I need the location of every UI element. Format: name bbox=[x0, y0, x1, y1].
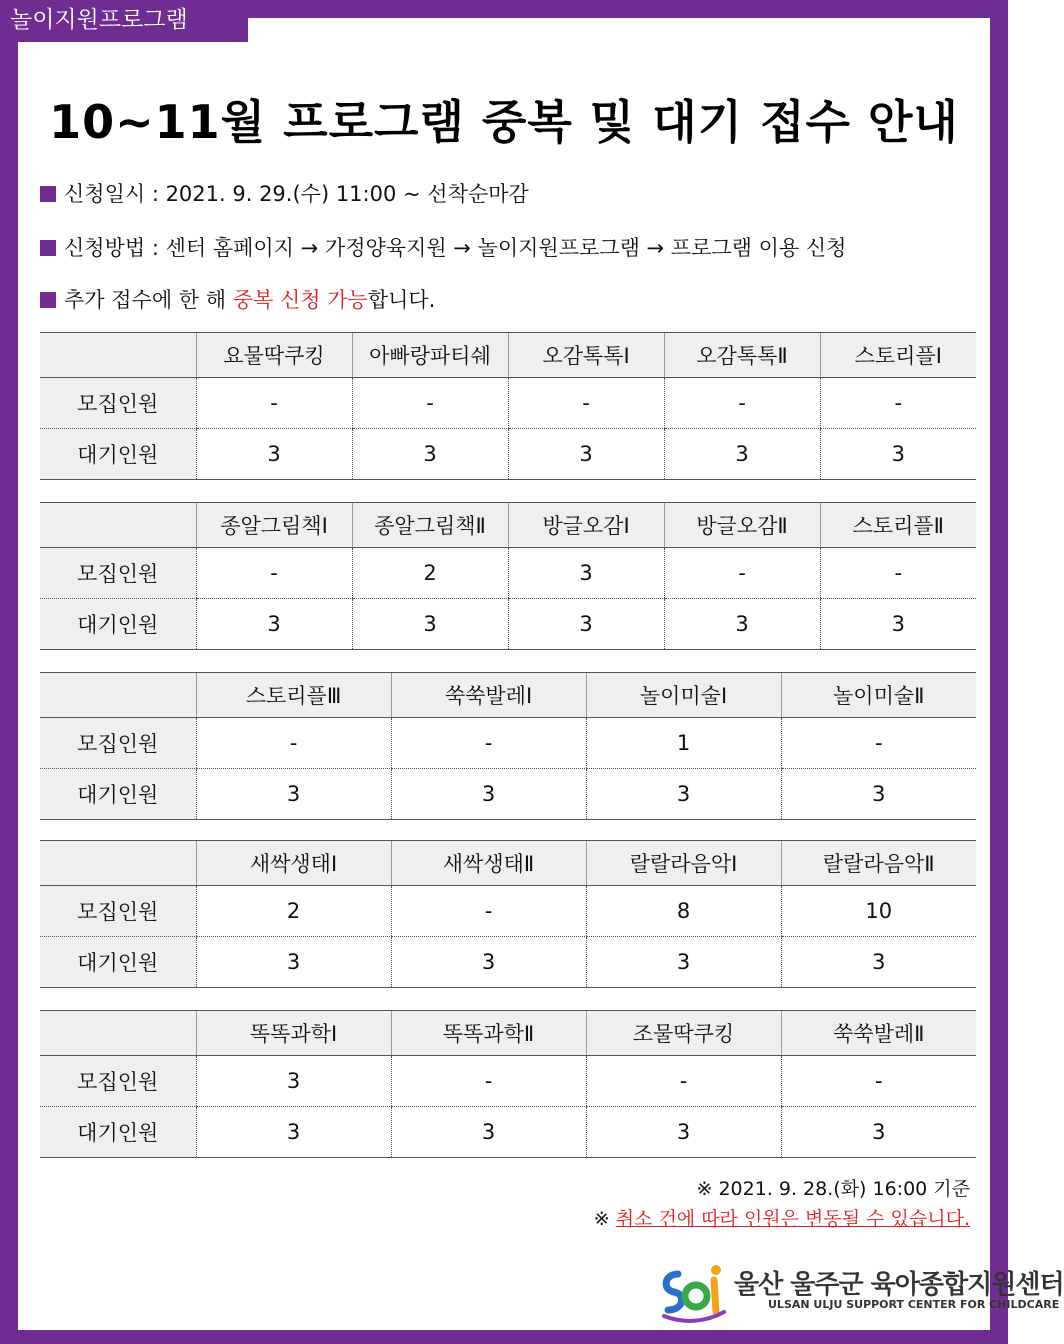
recruit-count: - bbox=[196, 378, 352, 429]
wait-count: 3 bbox=[820, 429, 976, 480]
wait-count: 3 bbox=[196, 599, 352, 650]
wait-count: 3 bbox=[508, 599, 664, 650]
wait-count: 3 bbox=[781, 1107, 976, 1158]
recruit-count: - bbox=[781, 718, 976, 769]
recruit-count: - bbox=[508, 378, 664, 429]
program-table-2 bbox=[40, 502, 976, 650]
wait-count: 3 bbox=[352, 599, 508, 650]
wait-count: 3 bbox=[781, 937, 976, 988]
recruit-count: - bbox=[391, 886, 586, 937]
program-name: 랄랄라음악Ⅰ bbox=[586, 841, 781, 886]
info-dup-highlight: 중복 신청 가능 bbox=[232, 288, 368, 312]
row-label-recruit: 모집인원 bbox=[40, 378, 196, 429]
program-name: 스토리플Ⅰ bbox=[820, 333, 976, 378]
program-table-1 bbox=[40, 332, 976, 480]
wait-count: 3 bbox=[196, 937, 391, 988]
wait-count: 3 bbox=[820, 599, 976, 650]
info-date-text: 신청일시 : 2021. 9. 29.(수) 11:00 ~ 선착순마감 bbox=[64, 182, 529, 206]
recruit-count: - bbox=[781, 1056, 976, 1107]
program-name: 스토리플Ⅱ bbox=[820, 503, 976, 548]
wait-count: 3 bbox=[781, 769, 976, 820]
program-name: 종알그림책Ⅰ bbox=[196, 503, 352, 548]
recruit-count: - bbox=[391, 1056, 586, 1107]
recruit-count: - bbox=[664, 378, 820, 429]
row-label-recruit: 모집인원 bbox=[40, 548, 196, 599]
wait-count: 3 bbox=[196, 769, 391, 820]
info-line-duplicate bbox=[40, 284, 435, 314]
footnote-mark: ※ bbox=[593, 1208, 616, 1230]
center-logo-icon bbox=[658, 1262, 728, 1322]
info-dup-post: 합니다. bbox=[367, 288, 436, 312]
wait-count: 3 bbox=[586, 1107, 781, 1158]
row-label-recruit: 모집인원 bbox=[40, 718, 196, 769]
recruit-count: 10 bbox=[781, 886, 976, 937]
row-label-wait: 대기인원 bbox=[40, 769, 196, 820]
info-dup-pre: 추가 접수에 한 해 bbox=[64, 288, 233, 312]
center-logo bbox=[658, 1262, 1064, 1322]
program-name: 방글오감Ⅰ bbox=[508, 503, 664, 548]
category-tab: 놀이지원프로그램 bbox=[0, 0, 248, 42]
row-label-recruit: 모집인원 bbox=[40, 1056, 196, 1107]
wait-count: 3 bbox=[664, 599, 820, 650]
center-logo-english: ULSAN ULJU SUPPORT CENTER FOR CHILDCARE bbox=[768, 1298, 1060, 1311]
recruit-count: 3 bbox=[196, 1056, 391, 1107]
recruit-count: - bbox=[196, 548, 352, 599]
header-empty-cell bbox=[40, 1011, 196, 1056]
wait-count: 3 bbox=[391, 769, 586, 820]
footnote-basis: ※ 2021. 9. 28.(화) 16:00 기준 bbox=[696, 1178, 970, 1200]
program-name: 똑똑과학Ⅱ bbox=[391, 1011, 586, 1056]
program-name: 조물딱쿠킹 bbox=[586, 1011, 781, 1056]
bullet-square-icon bbox=[40, 186, 56, 202]
recruit-count: - bbox=[391, 718, 586, 769]
recruit-count: - bbox=[196, 718, 391, 769]
program-name: 오감톡톡Ⅰ bbox=[508, 333, 664, 378]
info-method-text: 신청방법 : 센터 홈페이지 → 가정양육지원 → 놀이지원프로그램 → 프로그램 이용 신청 bbox=[64, 236, 847, 260]
page-title: 10~11월 프로그램 중복 및 대기 접수 안내 bbox=[49, 95, 959, 149]
row-label-wait: 대기인원 bbox=[40, 1107, 196, 1158]
program-name: 쑥쑥발레Ⅱ bbox=[781, 1011, 976, 1056]
program-name: 방글오감Ⅱ bbox=[664, 503, 820, 548]
program-name: 새싹생태Ⅱ bbox=[391, 841, 586, 886]
program-name: 종알그림책Ⅱ bbox=[352, 503, 508, 548]
wait-count: 3 bbox=[391, 937, 586, 988]
program-name: 아빠랑파티쉐 bbox=[352, 333, 508, 378]
footnote-change bbox=[594, 1204, 970, 1231]
program-name: 오감톡톡Ⅱ bbox=[664, 333, 820, 378]
program-table-3 bbox=[40, 672, 976, 820]
wait-count: 3 bbox=[586, 937, 781, 988]
header-empty-cell bbox=[40, 841, 196, 886]
wait-count: 3 bbox=[196, 1107, 391, 1158]
row-label-recruit: 모집인원 bbox=[40, 886, 196, 937]
program-name: 놀이미술Ⅱ bbox=[781, 673, 976, 718]
program-table-5 bbox=[40, 1010, 976, 1158]
row-label-wait: 대기인원 bbox=[40, 937, 196, 988]
recruit-count: 2 bbox=[352, 548, 508, 599]
program-name: 요물딱쿠킹 bbox=[196, 333, 352, 378]
program-table-4 bbox=[40, 840, 976, 988]
recruit-count: - bbox=[820, 378, 976, 429]
center-logo-name: 울산 울주군 육아종합지원센터 bbox=[734, 1270, 1064, 1300]
row-label-wait: 대기인원 bbox=[40, 429, 196, 480]
program-name: 쑥쑥발레Ⅰ bbox=[391, 673, 586, 718]
wait-count: 3 bbox=[391, 1107, 586, 1158]
wait-count: 3 bbox=[196, 429, 352, 480]
recruit-count: 8 bbox=[586, 886, 781, 937]
info-line-date bbox=[40, 178, 529, 208]
recruit-count: - bbox=[586, 1056, 781, 1107]
program-name: 똑똑과학Ⅰ bbox=[196, 1011, 391, 1056]
wait-count: 3 bbox=[664, 429, 820, 480]
program-name: 놀이미술Ⅰ bbox=[586, 673, 781, 718]
header-empty-cell bbox=[40, 503, 196, 548]
info-line-method bbox=[40, 232, 846, 262]
recruit-count: 2 bbox=[196, 886, 391, 937]
header-empty-cell bbox=[40, 673, 196, 718]
bullet-square-icon bbox=[40, 292, 56, 308]
recruit-count: - bbox=[352, 378, 508, 429]
recruit-count: 1 bbox=[586, 718, 781, 769]
row-label-wait: 대기인원 bbox=[40, 599, 196, 650]
recruit-count: - bbox=[820, 548, 976, 599]
program-name: 새싹생태Ⅰ bbox=[196, 841, 391, 886]
footnote-change-text: 취소 건에 따라 인원은 변동될 수 있습니다. bbox=[615, 1208, 970, 1230]
program-name: 스토리플Ⅲ bbox=[196, 673, 391, 718]
wait-count: 3 bbox=[352, 429, 508, 480]
program-name: 랄랄라음악Ⅱ bbox=[781, 841, 976, 886]
bullet-square-icon bbox=[40, 240, 56, 256]
header-empty-cell bbox=[40, 333, 196, 378]
wait-count: 3 bbox=[508, 429, 664, 480]
notice-sheet bbox=[18, 18, 1064, 1330]
recruit-count: 3 bbox=[508, 548, 664, 599]
recruit-count: - bbox=[664, 548, 820, 599]
wait-count: 3 bbox=[586, 769, 781, 820]
